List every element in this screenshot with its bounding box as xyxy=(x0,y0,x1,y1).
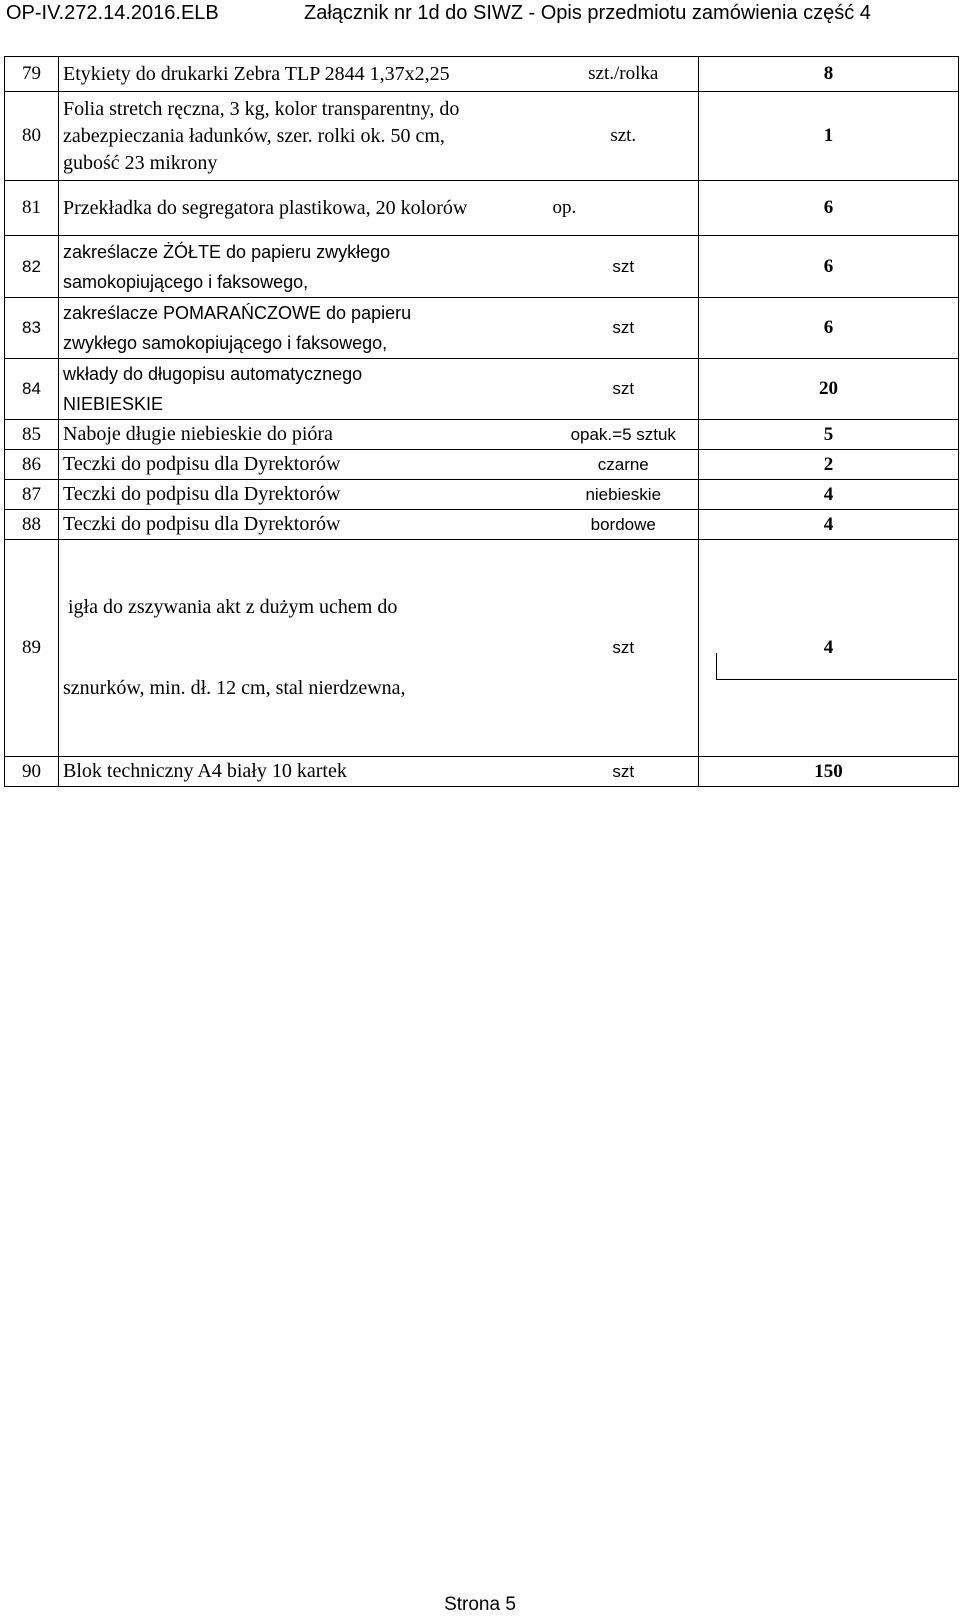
item-unit: opak.=5 sztuk xyxy=(549,420,699,450)
item-unit: niebieskie xyxy=(549,480,699,510)
description-line: zwykłego samokopiującego i faksowego, xyxy=(63,333,388,353)
item-quantity: 4 xyxy=(699,540,959,757)
item-description xyxy=(59,359,549,420)
description-line: wkłady do długopisu automatycznego xyxy=(63,364,363,384)
table-row xyxy=(5,57,959,92)
item-quantity: 6 xyxy=(699,298,959,359)
table-row xyxy=(5,510,959,540)
item-quantity: 5 xyxy=(699,420,959,450)
description-line: gubość 23 mikrony xyxy=(63,151,218,174)
item-unit: szt. xyxy=(549,92,699,181)
item-description: Teczki do podpisu dla Dyrektorów xyxy=(59,480,549,510)
table-row xyxy=(5,359,959,420)
table-row xyxy=(5,92,959,181)
description-line: zakreślacze POMARAŃCZOWE do papieru xyxy=(63,303,412,323)
item-quantity: 6 xyxy=(699,181,959,236)
item-unit: bordowe xyxy=(549,510,699,540)
table-row xyxy=(5,480,959,510)
item-unit: szt xyxy=(549,757,699,787)
item-quantity: 4 xyxy=(699,510,959,540)
row-number: 87 xyxy=(5,480,59,510)
description-line: Folia stretch ręczna, 3 kg, kolor transparentny, do xyxy=(63,97,460,120)
item-unit: czarne xyxy=(549,450,699,480)
item-unit: szt xyxy=(549,298,699,359)
item-unit: szt xyxy=(549,359,699,420)
row-number: 80 xyxy=(5,92,59,181)
description-line: zakreślacze ŻÓŁTE do papieru zwykłego xyxy=(63,241,391,262)
description-line: samokopiującego i faksowego, xyxy=(63,271,309,292)
item-unit: szt xyxy=(549,540,699,757)
row-number: 84 xyxy=(5,359,59,420)
item-quantity: 2 xyxy=(699,450,959,480)
item-description: Teczki do podpisu dla Dyrektorów xyxy=(59,450,549,480)
empty-total-cell xyxy=(716,653,957,680)
item-quantity: 4 xyxy=(699,480,959,510)
item-description xyxy=(59,236,549,298)
description-line: zabezpieczania ładunków, szer. rolki ok. 50 cm, xyxy=(63,124,445,147)
description-line: sznurków, min. dł. 12 cm, stal nierdzewna, xyxy=(63,677,406,699)
item-description: Naboje długie niebieskie do pióra xyxy=(59,420,549,450)
table-row xyxy=(5,181,959,236)
row-number: 89 xyxy=(5,540,59,757)
document-reference: OP-IV.272.14.2016.ELB xyxy=(6,2,219,24)
page-header xyxy=(0,0,960,30)
row-number: 81 xyxy=(5,181,59,236)
row-number: 88 xyxy=(5,510,59,540)
item-unit: szt xyxy=(549,236,699,298)
table-row xyxy=(5,420,959,450)
item-quantity: 1 xyxy=(699,92,959,181)
item-description: Przekładka do segregatora plastikowa, 20 kolorów xyxy=(59,181,549,236)
item-description xyxy=(59,298,549,359)
table-row xyxy=(5,298,959,359)
description-line: NIEBIESKIE xyxy=(63,394,164,414)
row-number: 79 xyxy=(5,57,59,92)
table-row xyxy=(5,540,959,757)
item-description xyxy=(59,540,549,757)
row-number: 85 xyxy=(5,420,59,450)
item-unit: szt./rolka xyxy=(549,57,699,92)
item-quantity: 6 xyxy=(699,236,959,298)
item-description xyxy=(59,92,549,181)
item-quantity: 20 xyxy=(699,359,959,420)
row-number: 90 xyxy=(5,757,59,787)
item-description: Blok techniczny A4 biały 10 kartek xyxy=(59,757,549,787)
item-quantity: 150 xyxy=(699,757,959,787)
item-description: Etykiety do drukarki Zebra TLP 2844 1,37x2,25 xyxy=(59,57,549,92)
item-quantity: 8 xyxy=(699,57,959,92)
description-line: igła do zszywania akt z dużym uchem do xyxy=(63,596,398,618)
item-unit: op. xyxy=(549,181,699,236)
attachment-title: Załącznik nr 1d do SIWZ - Opis przedmiotu zamówienia część 4 xyxy=(304,2,871,24)
table-row xyxy=(5,236,959,298)
row-number: 82 xyxy=(5,236,59,298)
row-number: 86 xyxy=(5,450,59,480)
row-number: 83 xyxy=(5,298,59,359)
table-row xyxy=(5,757,959,787)
item-description: Teczki do podpisu dla Dyrektorów xyxy=(59,510,549,540)
table-row xyxy=(5,450,959,480)
page-number: Strona 5 xyxy=(444,1594,516,1615)
